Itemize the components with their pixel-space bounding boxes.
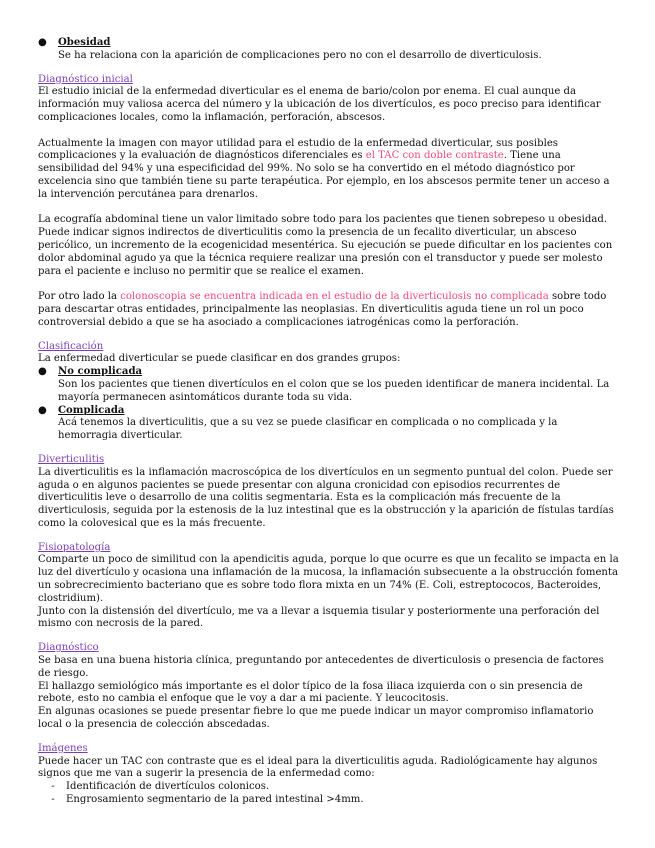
paragraph-fisiopatologia-1: Comparte un poco de similitud con la apendicitis aguda, porque lo que ocurre es que un fecalito se impacta en la luz del divertículo y ocasiona una inflamación de la mucosa, la inflamación subsecuente a la obstrucción fomenta un sobrecrecimiento bacteriano que es sobre todo flora mixta en un 74% (E. Coli, estreptococos, Bacteroides, clostridium). (38, 554, 619, 604)
complicada-text: Acá tenemos la diverticulitis, que a su vez se puede clasificar en complicada o no complicada y la hemorragia diverticular. (58, 417, 558, 442)
bullet-dot: ● (38, 404, 47, 416)
list-item (38, 781, 619, 794)
bullet-dot: ● (38, 37, 47, 48)
paragraph-fisiopatologia-2: Junto con la distensión del divertículo, me va a llevar a isquemia tisular y posteriormente una perforación del mismo con necrosis de la pared. (38, 605, 600, 630)
bullet-term-no-complicada: No complicada (58, 366, 143, 378)
heading-fisiopatologia: Fisiopatología (38, 541, 111, 553)
heading-clasificacion: Clasificación (38, 340, 104, 352)
paragraph-diverticulitis: La diverticulitis es la inflamación macroscópica de los divertículos en un segmento puntual del colon. Puede ser aguda o en algunos pacientes se puede presentar con alguna cronicidad con episodios recurrentes de diverticulitis leve o desarrollo de una colitis segmentaria. Esta es la complicación más frecuente de la diverticulosis, seguida por la estenosis de la luz intestinal que es la obstrucción y la aparición de fístulas tardías como la colovesical que es la más frecuente. (38, 466, 614, 529)
no-complicada-text: Son los pacientes que tienen divertículos en el colon que se los pueden identificar de manera incidental. La mayoría permanecen asintomáticos durante toda su vida. (58, 378, 610, 403)
text-run: sobre todo para descartar otras entidades, principalmente las neoplasias. En diverticulitis aguda tiene un rol un poco controversial debido a que se ha asociado a complicaciones iatrogénicas como la perforación. (38, 291, 607, 328)
list-item-text: Identificación de divertículos colonicos. (66, 781, 270, 793)
bullet-dot: ● (38, 366, 47, 378)
highlight-colonoscopia: colonoscopia se encuentra indicada en el estudio de la diverticulosis no complicada (120, 291, 549, 303)
bullet-complicada (38, 405, 619, 418)
highlight-tac: el TAC con doble contraste (365, 150, 504, 162)
paragraph-tac (38, 138, 619, 202)
paragraph-imagenes: Puede hacer un TAC con contraste que es el ideal para la diverticulitis aguda. Radiológicamente hay algunos signos que me van a sugerir la presencia de la enfermedad como: (38, 755, 598, 780)
bullet-term-obesidad: Obesidad (58, 37, 111, 48)
paragraph-ecografia: La ecografía abdominal tiene un valor limitado sobre todo para los pacientes que tienen sobrepeso u obesidad. Puede indicar signos indirectos de diverticulitis como la presencia de un fecalito diverticular, un absceso pericólico, un incremento de la ecogenicidad mesentérica. Su ejecución se puede dificultar en los pacientes con dolor abdominal agudo ya que la técnica requiere realizar una presión con el transductor y puede ser molesto para el paciente e incluso no permitir que se realice el examen. (38, 214, 613, 277)
dash-marker: - (51, 794, 55, 806)
paragraph-diagnostico-3: En algunas ocasiones se puede presentar fiebre lo que me puede indicar un mayor compromiso inflamatorio local o la presencia de colección abscedadas. (38, 706, 594, 731)
clasificacion-intro: La enfermedad diverticular se puede clasificar en dos grandes grupos: (38, 353, 401, 365)
bullet-term-complicada: Complicada (58, 404, 125, 416)
obesidad-text: Se ha relaciona con la aparición de complicaciones pero no con el desarrollo de diverticulosis. (58, 49, 542, 61)
heading-diagnostico: Diagnóstico (38, 642, 99, 654)
bullet-obesidad (38, 37, 619, 50)
paragraph-diagnostico-2: El hallazgo semiológico más importante es el dolor típico de la fosa iliaca izquierda con o sin presencia de rebote, esto no cambia el enfoque que le voy a dar a mi paciente. Y leucocitosis. (38, 680, 583, 705)
text-run: Actualmente la imagen con mayor utilidad para el estudio de la enfermedad diverticular, sus posibles complicaciones y la evaluación de diagnósticos diferenciales es (38, 137, 558, 162)
paragraph-enema: El estudio inicial de la enfermedad diverticular es el enema de bario/colon por enema. El cual aunque da información muy valiosa acerca del número y la ubicación de los divertículos, es poco preciso para identificar complicaciones locales, como la inflamación, perforación, abscesos. (38, 86, 601, 123)
heading-diverticulitis: Diverticulitis (38, 453, 105, 465)
text-run: Por otro lado la (38, 291, 121, 303)
list-item (38, 794, 619, 807)
heading-imagenes: Imágenes (38, 742, 88, 754)
paragraph-colonoscopia (38, 291, 619, 329)
paragraph-diagnostico-1: Se basa en una buena historia clínica, preguntando por antecedentes de diverticulosis o presencia de factores de riesgo. (38, 655, 604, 679)
text-run: . Tiene una sensibilidad del 94% y una especificidad del 99%. No solo se ha convertido en el método diagnóstico por excelencia sino que también tiene su parte terapéutica. Por ejemplo, en los abscesos permite tener un acceso a la intervención percutánea para drenarlos. (38, 150, 610, 200)
bullet-no-complicada (38, 366, 619, 379)
list-item-text: Engrosamiento segmentario de la pared intestinal >4mm. (66, 794, 364, 806)
heading-diagnostico-inicial: Diagnóstico inicial (38, 73, 133, 85)
dash-marker: - (51, 781, 55, 793)
